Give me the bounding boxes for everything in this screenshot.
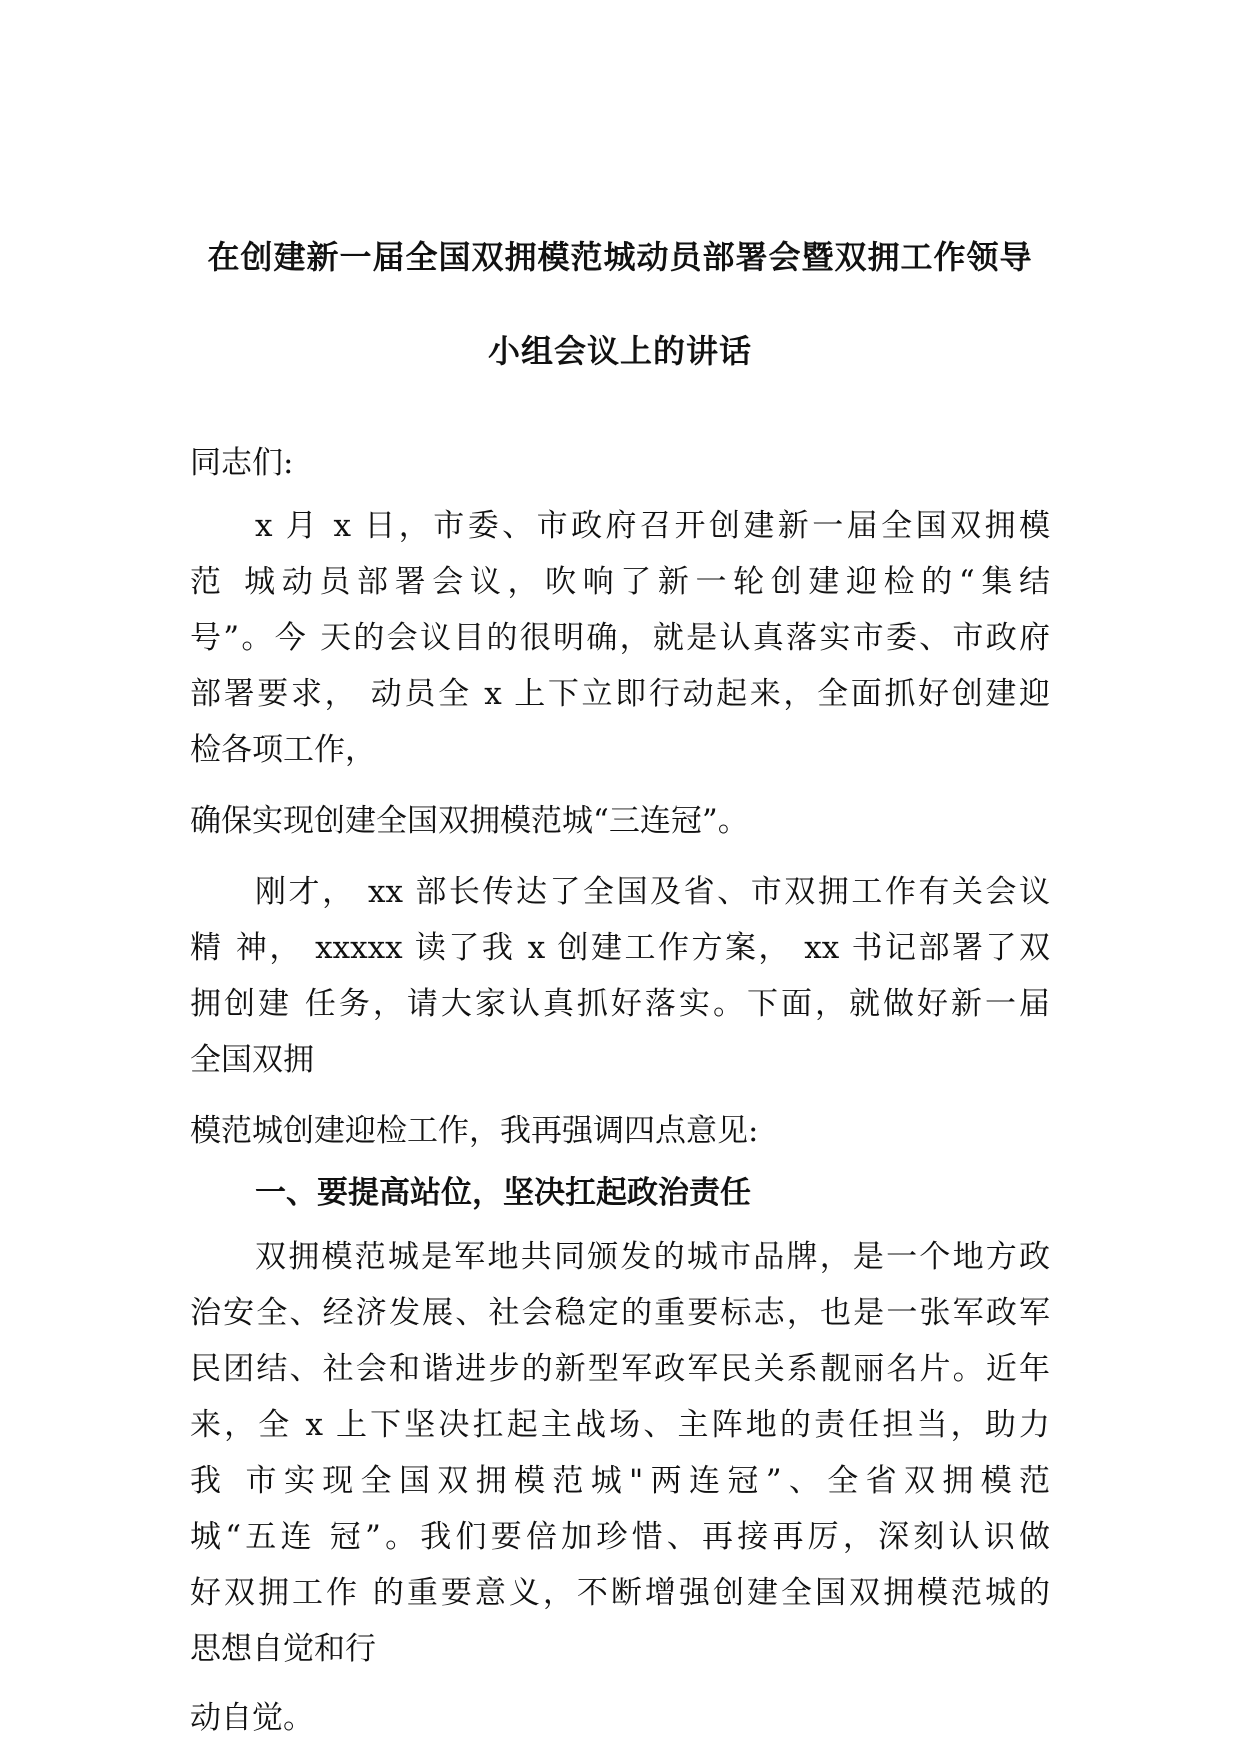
body-line: 思想自觉和行 (190, 1631, 376, 1667)
body-line: 来，全 x 上下坚决扛起主战场、主阵地的责任担当，助力 (190, 1407, 1050, 1443)
salutation: 同志们: (190, 445, 294, 481)
body-line: 我 市实现全国双拥模范城"两连冠”、全省双拥模范 (190, 1463, 1050, 1499)
body-line: 城“五连 冠”。我们要倍加珍惜、再接再厉，深刻认识做 (190, 1519, 1050, 1555)
body-line: 双拥模范城是军地共同颁发的城市品牌，是一个地方政 (255, 1239, 1050, 1275)
document-title-line-1: 在创建新一届全国双拥模范城动员部署会暨双拥工作领导 (207, 238, 1033, 276)
body-line: 确保实现创建全国双拥模范城“三连冠”。 (190, 803, 749, 839)
body-line: 拥创建 任务，请大家认真抓好落实。下面，就做好新一届 (190, 986, 1050, 1022)
body-line: 动自觉。 (190, 1700, 314, 1736)
body-line: 号”。今 天的会议目的很明确，就是认真落实市委、市政府 (190, 620, 1050, 656)
body-line: 检各项工作， (190, 732, 376, 768)
body-line: 刚才， xx 部长传达了全国及省、市双拥工作有关会议 (255, 874, 1050, 910)
body-line: x 月 x 日，市委、市政府召开创建新一届全国双拥模 (255, 508, 1050, 544)
body-line: 治安全、经济发展、社会稳定的重要标志，也是一张军政军 (190, 1295, 1050, 1331)
body-line: 范 城动员部署会议，吹响了新一轮创建迎检的“集结 (190, 564, 1050, 600)
body-line: 部署要求， 动员全 x 上下立即行动起来，全面抓好创建迎 (190, 676, 1050, 712)
body-line: 全国双拥 (190, 1042, 314, 1078)
body-line: 民团结、社会和谐进步的新型军政军民关系靓丽名片。近年 (190, 1351, 1050, 1387)
body-line: 模范城创建迎检工作，我再强调四点意见: (190, 1113, 759, 1149)
body-line: 精 神， xxxxx 读了我 x 创建工作方案， xx 书记部署了双 (190, 930, 1050, 966)
body-line: 好双拥工作 的重要意义，不断增强创建全国双拥模范城的 (190, 1575, 1050, 1611)
section-heading-1: 一、要提高站位，坚决扛起政治责任 (255, 1175, 751, 1211)
document-title-line-2: 小组会议上的讲话 (487, 332, 752, 370)
